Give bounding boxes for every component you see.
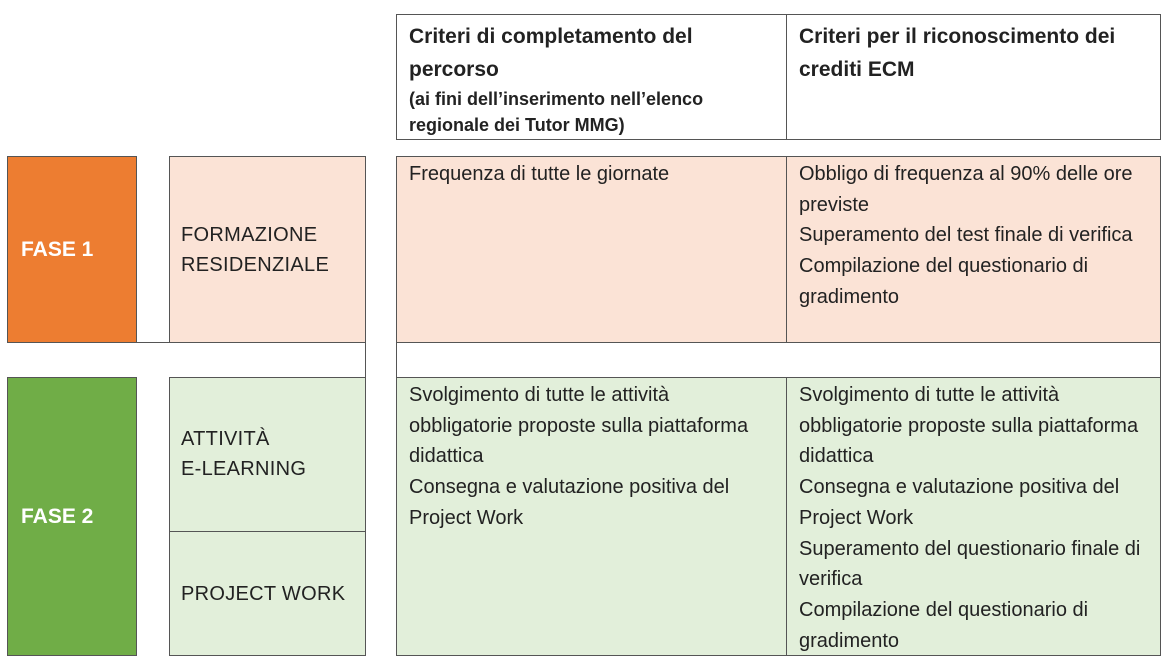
activity-e-learning-line-2: E-LEARNING xyxy=(181,458,307,480)
grid-line xyxy=(1160,156,1161,656)
grid-line xyxy=(396,156,1161,157)
activity-project-work xyxy=(169,531,365,656)
grid-line xyxy=(396,14,1161,15)
phase-2-label xyxy=(7,377,137,656)
phase-1-ecm-criteria xyxy=(786,156,1160,343)
header-completion-subtitle: (ai fini dell’inserimento nell’elenco regionale dei Tutor MMG) xyxy=(409,89,704,135)
phase-2-completion-criteria xyxy=(396,377,786,656)
criterion-item: Consegna e valutazione positiva del Project Work xyxy=(799,476,1120,529)
criterion-item: Superamento del test finale di verifica xyxy=(799,224,1133,247)
criterion-item: Frequenza di tutte le giornate xyxy=(409,163,670,185)
criterion-item: Obbligo di frequenza al 90% delle ore previste xyxy=(799,163,1133,216)
phase-1-completion-criteria xyxy=(396,156,786,343)
phase-2-ecm-criteria xyxy=(786,377,1160,656)
grid-line xyxy=(786,377,787,656)
grid-line xyxy=(396,655,1161,656)
grid-line xyxy=(169,156,170,343)
grid-line xyxy=(169,377,366,378)
criterion-item: Svolgimento di tutte le attività obbligatorie proposte sulla piattaforma didattica xyxy=(799,384,1139,468)
header-ecm-criteria xyxy=(786,14,1160,139)
grid-line xyxy=(396,139,1161,140)
activity-residential-line-2: RESIDENZIALE xyxy=(181,253,330,276)
activity-e-learning-line-1: ATTIVITÀ xyxy=(181,428,270,450)
header-completion-criteria xyxy=(396,14,786,139)
activity-project-work-text: PROJECT WORK xyxy=(181,582,346,605)
grid-line xyxy=(169,655,366,656)
grid-line xyxy=(1160,14,1161,140)
phase-2-label-text: FASE 2 xyxy=(21,504,94,528)
grid-line xyxy=(169,531,366,532)
phase-1-label-text: FASE 1 xyxy=(21,237,94,261)
activity-e-learning xyxy=(169,377,365,531)
criterion-item: Compilazione del questionario di gradimento xyxy=(799,255,1089,308)
grid-line xyxy=(396,377,1161,378)
criterion-item: Svolgimento di tutte le attività obbligatorie proposte sulla piattaforma didattica xyxy=(409,384,749,468)
grid-line xyxy=(396,342,1161,343)
header-ecm-title: Criteri per il riconoscimento dei crediti ECM xyxy=(799,25,1116,81)
criterion-item: Compilazione del questionario di gradimento xyxy=(799,598,1089,652)
grid-line xyxy=(396,14,397,140)
criterion-item: Superamento del questionario finale di verifica xyxy=(799,537,1141,591)
phase-1-label xyxy=(7,156,137,343)
grid-line xyxy=(786,14,787,140)
grid-line xyxy=(169,156,366,157)
grid-line xyxy=(169,377,170,656)
grid-line xyxy=(786,156,787,343)
activity-residential-line-1: FORMAZIONE xyxy=(181,223,318,246)
grid-line xyxy=(137,342,366,343)
activity-residential-training xyxy=(169,156,365,343)
criterion-item: Consegna e valutazione positiva del Project Work xyxy=(409,476,730,529)
header-completion-title: Criteri di completamento del percorso xyxy=(409,25,693,81)
grid-line xyxy=(396,156,397,656)
grid-line xyxy=(365,156,366,656)
